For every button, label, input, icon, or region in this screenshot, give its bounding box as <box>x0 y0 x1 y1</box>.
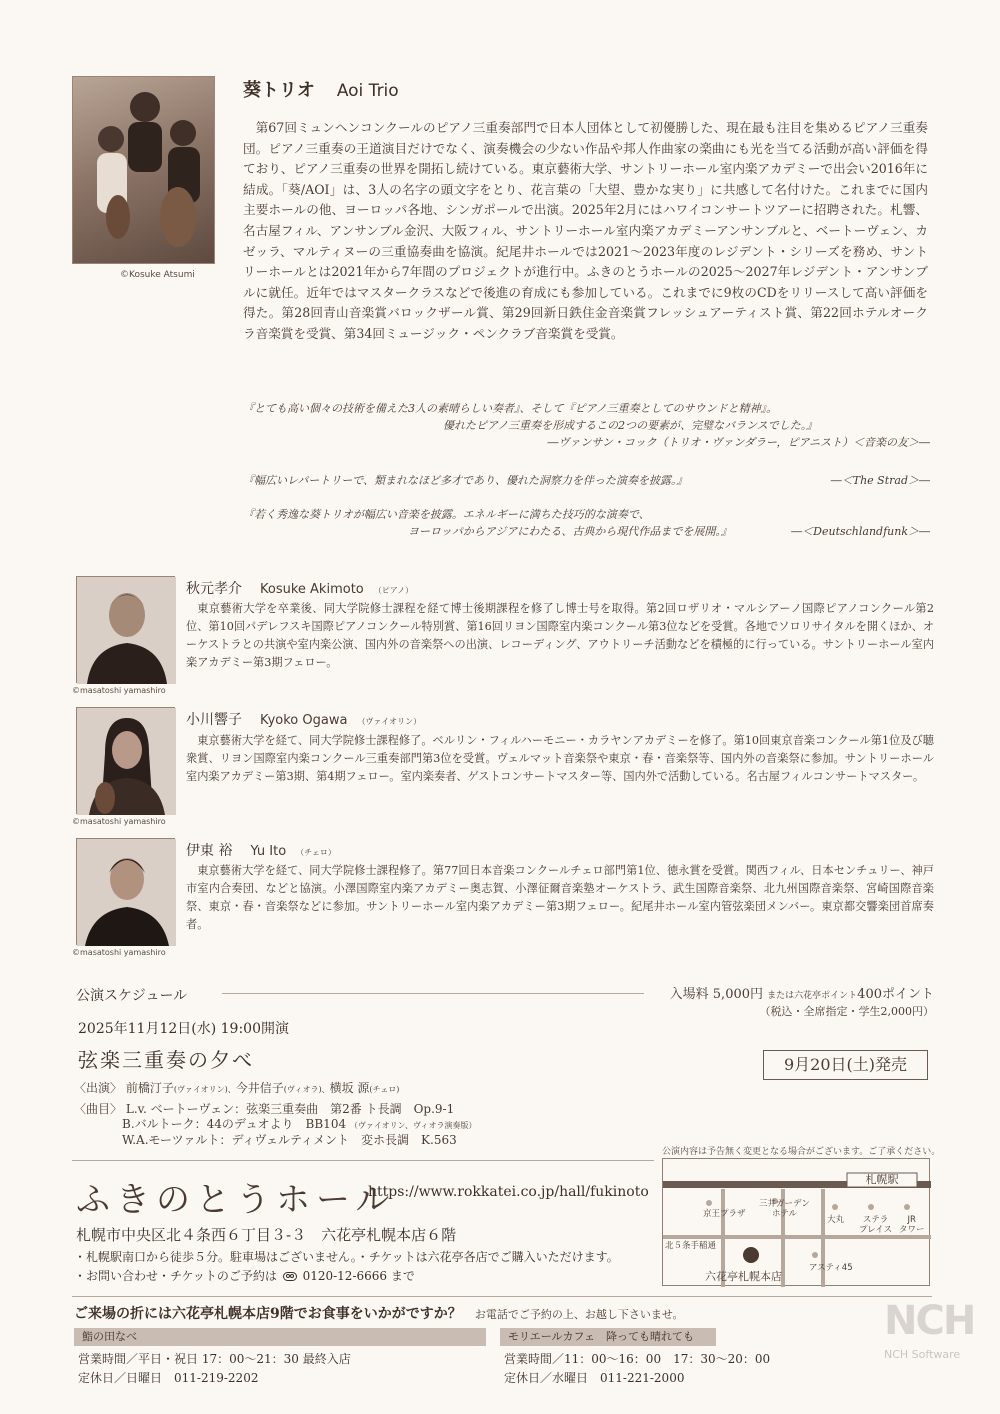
hall-url-link[interactable]: https://www.rokkatei.co.jp/hall/fukinoto <box>368 1184 649 1200</box>
performer-1: 前橋汀子 <box>125 1081 174 1095</box>
quote-3 <box>243 506 930 540</box>
hall-info-1: ・札幌駅南口から徒歩５分。駐車場はございません。・チケットは六花亭各店でご購入いただけます。 <box>74 1250 619 1264</box>
ogawa-instrument: （ヴァイオリン） <box>357 717 422 726</box>
hall-rule <box>72 1160 654 1161</box>
concert-title: 弦楽三重奏の夕べ <box>78 1048 254 1072</box>
ito-photo-image <box>77 839 176 946</box>
quote-3-line1: 『若く秀逸な葵トリオが幅広い音楽を披露。エネルギーに満ちた技巧的な演奏で、 <box>243 508 650 521</box>
map-kita5-label: 北５条手稲通 <box>665 1241 717 1251</box>
member-photo-akimoto <box>76 576 175 683</box>
akimoto-instrument: （ピアノ） <box>373 586 414 595</box>
ogawa-bio: 東京藝術大学を経て、同大学院修士課程修了。ベルリン・フィルハーモニー・カラヤンアカデミーを修了。第10回東京音楽コンクール第1位及び聴衆賞、リヨン国際室内楽コンクール三重奏部門第3位を受賞。ヴェルマット音楽祭や東京・春・音楽祭等、国内外の音楽祭に参加。サントリーホール室内楽アカデミー第3期、第4期フェロー。室内楽奏者、ゲストコンサートマスター等、国内外で活動している。名古屋フィルコンサートマスター。 <box>186 734 934 783</box>
program-item-1: L.v. ベートーヴェン：弦楽三重奏曲 第2番 ト長調 Op.9-1 <box>125 1102 455 1116</box>
ogawa-photo-image <box>77 708 176 815</box>
akimoto-photo-image <box>77 577 176 684</box>
concert-date: 2025年11月12日(水) 19:00開演 <box>78 1021 289 1037</box>
program-label: 〈曲目〉 <box>74 1102 123 1116</box>
ogawa-name-ja: 小川響子 <box>186 712 242 728</box>
quote-2-source: ―＜The Strad＞― <box>830 474 930 487</box>
dining-headline: ご来場の折には六花亭札幌本店9階でお食事をいかがですか？ <box>74 1306 462 1322</box>
program-item-3: W.A.モーツァルト：ディヴェルティメント 変ホ長調 K.563 <box>122 1133 457 1147</box>
map-keio-label: 京王プラザ <box>703 1209 746 1219</box>
trio-photo-credit: ©Kosuke Atsumi <box>120 270 195 280</box>
program-item-2: B.バルトーク：44のデュオより BB104 <box>122 1117 347 1131</box>
trio-heading <box>243 76 399 102</box>
schedule-rule <box>222 993 644 994</box>
watermark-logo: NCH <box>884 1298 975 1344</box>
map-jr-label: JR タワー <box>899 1215 925 1235</box>
schedule-title: 公演スケジュール <box>76 988 188 1004</box>
hall-info-2 <box>74 1267 415 1285</box>
performers <box>74 1081 674 1097</box>
ito-name-ja: 伊東 裕 <box>186 843 233 859</box>
dining-left-closed: 定休日／日曜日 011-219-2202 <box>78 1371 259 1385</box>
performer-1-inst: (ヴァイオリン)、 <box>173 1085 236 1094</box>
trio-bio: 第67回ミュンヘンコンクールのピアノ三重奏部門で日本人団体として初優勝した、現在最も注目を集めるピアノ三重奏団。ピアノ三重奏の王道演目だけでなく、演奏機会の少ない作品や邦人作曲家の楽曲にも光を当てる活動が高い評価を得ており、ピアノ三重奏の世界を開拓し続けている。東京藝術大学、サントリーホール室内楽アカデミーで出会い2016年に結成。「葵/AOI」は、3人の名字の頭文字をとり、花言葉の「大望、豊かな実り」に共感して名付けた。これまでに国内主要ホールの他、ヨーロッパ各地、シンガポールで出演。2025年2月にはハワイコンサートツアーに招聘された。札響、名古屋フィル、アンサンブル金沢、大阪フィル、サントリーホール室内楽アカデミーアンサンブルと、ベートーヴェン、カゼッラ、マルティヌーの三重協奏曲を協演。紀尾井ホールでは2021～2023年度のレジデント・シリーズを務め、サントリーホールとは2021年から7年間のプロジェクトが進行中。ふきのとうホールの2025～2027年レジデント・アンサンブルに就任。近年ではマスタークラスなどで後進の育成にも参加している。これまでに9枚のCDをリリースして高い評価を得た。第28回青山音楽賞バロックザール賞、第29回新日鉄住金音楽賞フレッシュアーティスト賞、第22回ホテルオークラ音楽賞を受賞、第34回ミュージック・ペンクラブ音楽賞を受賞。 <box>243 120 928 341</box>
price-note: （税込・全席指定・学生2,000円） <box>759 1005 934 1018</box>
performer-2-inst: (ヴィオラ)、 <box>283 1085 330 1094</box>
akimoto-bio: 東京藝術大学を卒業後、同大学院修士課程を経て博士後期課程を修了し博士号を取得。第2回ロザリオ・マルシアーノ国際ピアノコンクール第2位、第10回パデレフスキ国際ピアノコンクール特別賞、第16回リヨン国際室内楽コンクール第3位などを受賞。各地でソロリサイタルを開くほか、オーケストラとの共演や室内楽公演、国内外の音楽祭への出演、レコーディング、アウトリーチ活動などを積極的に行っている。サントリーホール室内楽アカデミー第3期フェロー。 <box>186 602 934 669</box>
program-row-1 <box>74 1102 674 1117</box>
dining-left-hours: 営業時間／平日・祝日 17：00～21：30 最終入店 <box>78 1352 351 1366</box>
quote-2 <box>243 472 930 489</box>
akimoto-credit: ©masatoshi yamashiro <box>72 686 166 695</box>
free-dial-icon <box>283 1272 297 1281</box>
trio-name-ja: 葵トリオ <box>243 80 315 101</box>
quote-2-line1: 『幅広いレパートリーで、類まれなほど多才であり、優れた洞察力を伴った演奏を披露。』 <box>243 474 688 487</box>
map-rokkatei-label: 六花亭札幌本店 <box>705 1270 782 1283</box>
hall-contact-label: ・お問い合わせ・チケットのご予約は <box>74 1269 277 1283</box>
map-mitsui-label: 三井ガーデン ホテル <box>759 1199 810 1219</box>
ogawa-credit: ©masatoshi yamashiro <box>72 817 166 826</box>
dining-left-tag: 鮨の田なべ <box>74 1328 486 1346</box>
ogawa-heading <box>186 709 421 729</box>
map-asty-label: アスティ45 <box>809 1263 853 1273</box>
akimoto-heading <box>186 578 413 598</box>
member-photo-ogawa <box>76 707 175 814</box>
dining-right-closed: 定休日／水曜日 011-221-2000 <box>504 1371 685 1385</box>
ito-instrument: （チェロ） <box>296 848 336 857</box>
program-item-2-note: （ヴァイオリン、ヴィオラ演奏版） <box>349 1121 477 1130</box>
akimoto-name-en: Kosuke Akimoto <box>260 582 364 597</box>
quote-1-line2: 優れたピアノ三重奏を形成するこの2つの要素が、完璧なバランスでした。』 <box>443 419 818 432</box>
dining-right-tag: モリエールカフェ 降っても晴れても <box>500 1328 716 1346</box>
dining-headline-note: お電話でご予約の上、お越し下さいませ。 <box>474 1308 684 1321</box>
price-points-value: 400ポイント <box>857 987 934 1002</box>
quote-1 <box>243 400 930 451</box>
price-points-label: または六花亭ポイント <box>767 991 858 1001</box>
hall-logo: ふきのとうホール <box>76 1180 396 1220</box>
ito-name-en: Yu Ito <box>250 844 287 859</box>
hall-address: 札幌市中央区北４条西６丁目３-３ 六花亭札幌本店６階 <box>76 1226 457 1244</box>
program-row-2 <box>74 1117 674 1133</box>
ito-bio: 東京藝術大学を経て、同大学院修士課程修了。第77回日本音楽コンクールチェロ部門第1位、徳永賞を受賞。関西フィル、日本センチュリー、神戸市室内合奏団、などと協演。小澤国際室内楽アカデミー奥志賀、小澤征爾音楽塾オーケストラ、武生国際音楽祭、北九州国際音楽祭、宮崎国際音楽祭、東京・春・音楽祭などに参加。サントリーホール室内楽アカデミー第3期フェロー。紀尾井ホール室内管弦楽団メンバー。東京都交響楽団首席奏者。 <box>186 864 934 931</box>
sale-date-box: 9月20日(土)発売 <box>763 1050 928 1080</box>
performers-label: 〈出演〉 <box>74 1081 123 1095</box>
program-notice: 公演内容は予告無く変更となる場合がございます。ご了承ください。 <box>662 1147 941 1157</box>
dining-headline-row <box>74 1303 684 1323</box>
trio-photo <box>72 76 215 264</box>
performer-3-inst: (チェロ) <box>369 1085 400 1094</box>
quote-3-line2: ヨーロッパからアジアにわたる、古典から現代作品までを展開。』 <box>408 525 732 538</box>
dining-rule <box>72 1296 932 1297</box>
ogawa-name-en: Kyoko Ogawa <box>260 713 348 728</box>
quote-3-line-row <box>243 523 930 540</box>
ito-heading <box>186 840 336 860</box>
dining-right-hours: 営業時間／11：00～16：00 17：30～20：00 <box>504 1352 771 1366</box>
hall-phone: 0120-12-6666 まで <box>302 1269 415 1283</box>
price-main: 入場料 5,000円 <box>669 987 764 1002</box>
performer-2: 今井信子 <box>235 1081 284 1095</box>
trio-name-en: Aoi Trio <box>336 81 399 101</box>
quote-3-source: ―＜Deutschlandfunk＞― <box>791 525 930 538</box>
performer-3: 横坂 源 <box>329 1081 370 1095</box>
map-stellar-label: ステラ プレイス <box>859 1215 893 1235</box>
access-map <box>662 1158 930 1286</box>
price-block <box>660 983 934 1002</box>
quote-1-line1: 『とても高い個々の技術を備えた3人の素晴らしい奏者』、そして『ピアノ三重奏としてのサウンドと精神』。 <box>243 402 778 415</box>
map-station-label: 札幌駅 <box>865 1173 899 1186</box>
quote-1-source: ―ヴァンサン・コック（トリオ・ヴァンダラー，ピアニスト）＜音楽の友＞― <box>547 436 930 449</box>
program-row-3 <box>74 1133 674 1148</box>
member-photo-ito <box>76 838 175 945</box>
trio-photo-image <box>73 77 216 265</box>
program <box>74 1102 674 1148</box>
ito-credit: ©masatoshi yamashiro <box>72 948 166 957</box>
map-daimaru-label: 大丸 <box>827 1215 845 1225</box>
watermark-text: NCH Software <box>884 1348 961 1361</box>
akimoto-name-ja: 秋元孝介 <box>186 581 242 597</box>
